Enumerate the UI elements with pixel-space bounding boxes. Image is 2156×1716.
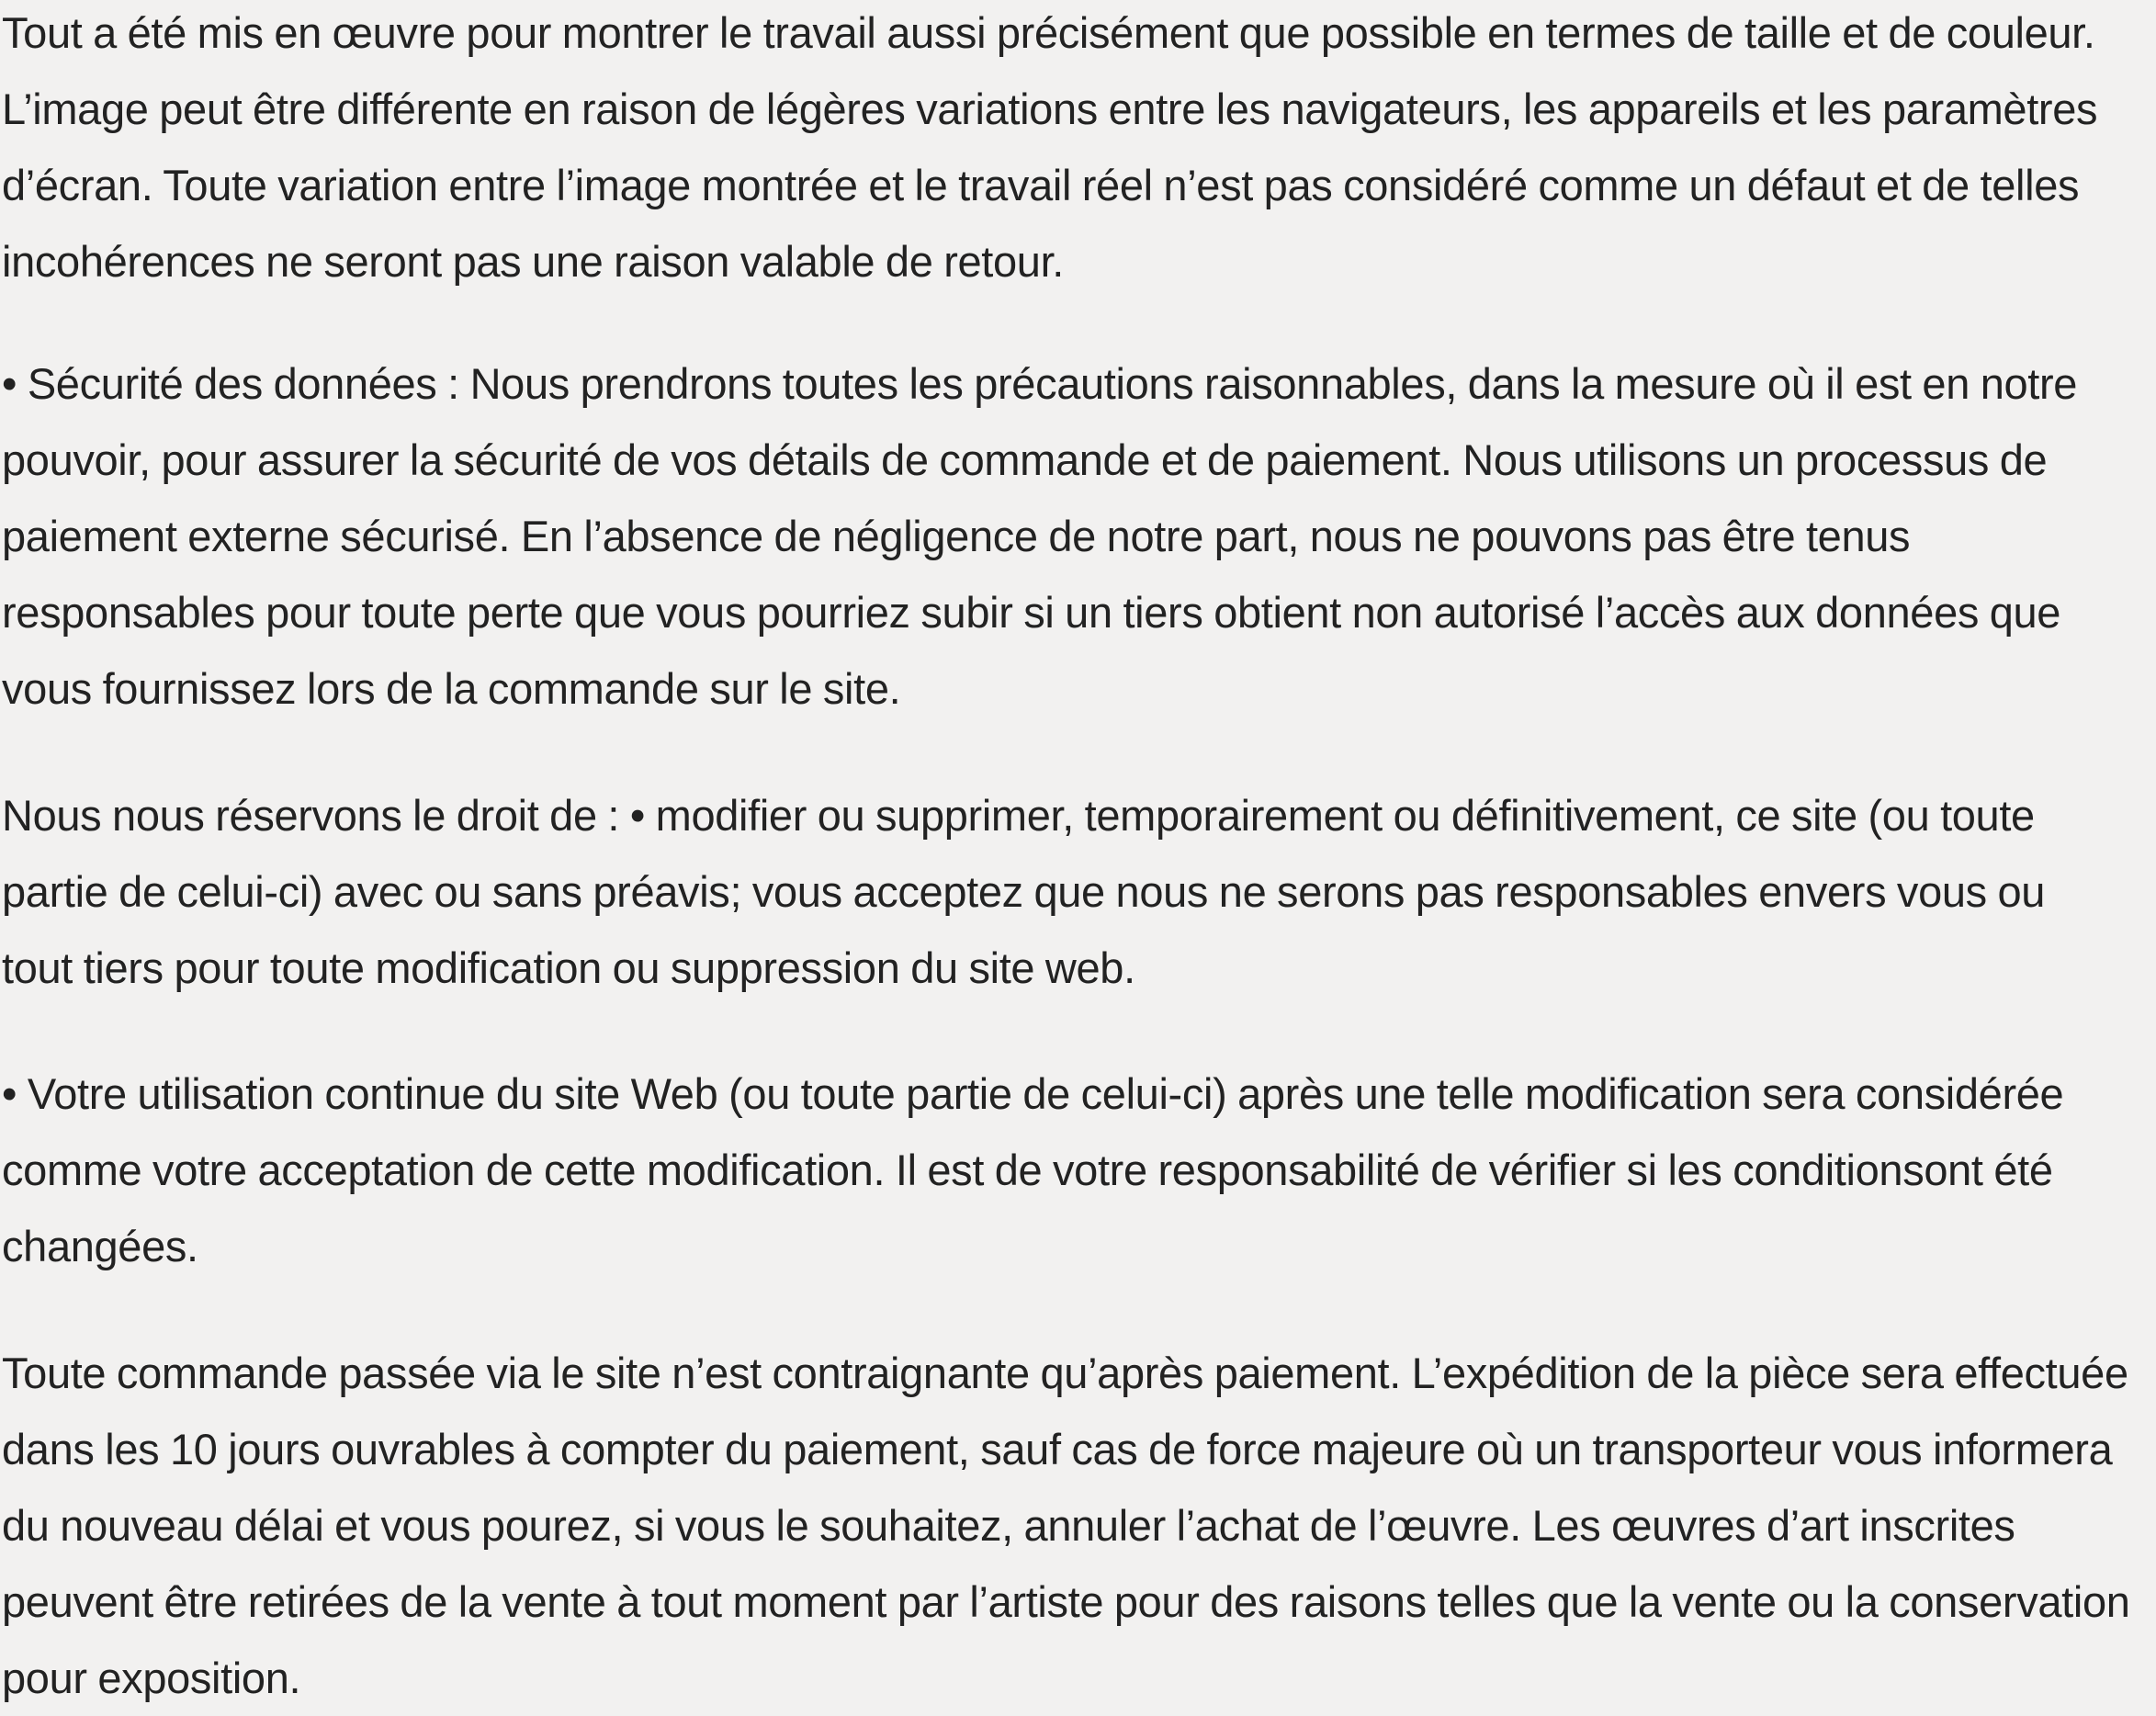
- paragraph-continued-use: • Votre utilisation continue du site Web (ou toute partie de celui-ci) après une telle modification sera considérée comme votre acceptation de cette modification. Il est de votre responsabilité de vérifier si les conditionsont été changées.: [2, 1069, 2064, 1270]
- paragraph-image-accuracy: Tout a été mis en œuvre pour montrer le travail aussi précisément que possible en termes de taille et de couleur. L’image peut être différente en raison de légères variations entre les navigateurs, les appareils et les paramètres d’écran. Toute variation entre l’image montrée et le travail réel n’est pas considéré comme un défaut et de telles incohérences ne seront pas une raison valable de retour.: [2, 8, 2098, 286]
- paragraph-data-security: • Sécurité des données : Nous prendrons toutes les précautions raisonnables, dans la mesure où il est en notre pouvoir, pour assurer la sécurité de vos détails de commande et de paiement. Nous utilisons un processus de paiement externe sécurisé. En l’absence de négligence de notre part, nous ne pouvons pas être tenus responsables pour toute perte que vous pourriez subir si un tiers obtient non autorisé l’accès aux données que vous fournissez lors de la commande sur le site.: [2, 359, 2078, 713]
- paragraph-order-shipping: Toute commande passée via le site n’est contraignante qu’après paiement. L’expédition de la pièce sera effectuée dans les 10 jours ouvrables à compter du paiement, sauf cas de force majeure où un transporteur vous informera du nouveau délai et vous pourez, si vous le souhaitez, annuler l’achat de l’œuvre. Les œuvres d’art inscrites peuvent être retirées de la vente à tout moment par l’artiste pour des raisons telles que la vente ou la conservation pour exposition.: [2, 1349, 2130, 1702]
- paragraph-site-modification: Nous nous réservons le droit de : • modifier ou supprimer, temporairement ou définitivement, ce site (ou toute partie de celui-ci) avec ou sans préavis; vous acceptez que nous ne serons pas responsables envers vous ou tout tiers pour toute modification ou suppression du site web.: [2, 791, 2046, 992]
